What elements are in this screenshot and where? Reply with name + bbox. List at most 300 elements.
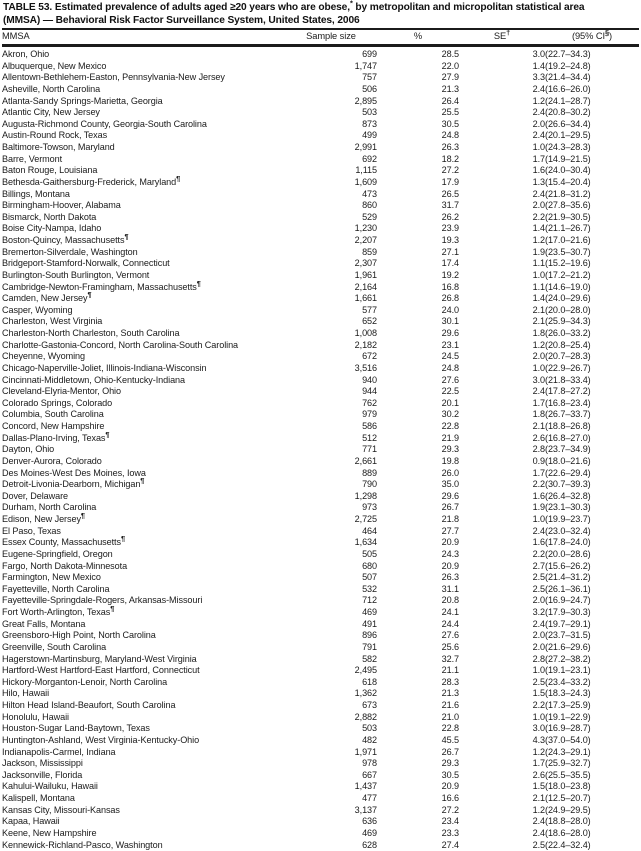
cell-sample-size: 464: [362, 525, 377, 536]
cell-sample-size: 507: [362, 572, 377, 583]
cell-sample-size: 506: [362, 83, 377, 94]
mmsa-label: Austin-Round Rock, Texas: [2, 130, 108, 141]
mmsa-label: Indianapolis-Carmel, Indiana: [2, 746, 116, 757]
mmsa-label: Honolulu, Hawaii: [2, 711, 69, 722]
cell-sample-size: 1,747: [354, 60, 377, 71]
cell-confidence-interval: (21.9–30.5): [545, 211, 591, 222]
cell-percent: 19.3: [441, 235, 459, 246]
cell-sample-size: 860: [362, 200, 377, 211]
title-text-part-3: by metropolitan and micropolitan statistical area: [352, 2, 585, 13]
cell-percent: 24.4: [441, 618, 459, 629]
cell-mmsa: [2, 386, 285, 398]
cell-sample-size: 1,971: [354, 746, 377, 757]
cell-mmsa: [2, 816, 285, 828]
table-row: [2, 386, 639, 398]
cell-confidence-interval: (19.1–22.9): [545, 711, 591, 722]
mmsa-label: Eugene-Springfield, Oregon: [2, 548, 113, 559]
cell-percent: 24.5: [441, 351, 459, 362]
cell-percent: 23.3: [441, 827, 459, 838]
cell-sample-size: 2,207: [354, 235, 377, 246]
cell-mmsa: [2, 677, 285, 689]
cell-confidence-interval: (19.9–23.7): [545, 514, 591, 525]
cell-percent: 21.8: [441, 514, 459, 525]
cell-confidence-interval: (18.3–24.3): [545, 688, 591, 699]
se-dagger-footnote-marker: †: [506, 28, 511, 38]
mmsa-label: Akron, Ohio: [2, 49, 50, 60]
cell-standard-error: 1.7: [532, 153, 545, 164]
cell-confidence-interval: (20.1–29.5): [545, 130, 591, 141]
table-row: [2, 607, 639, 619]
table-row: [2, 537, 639, 549]
mmsa-label: Charlotte-Gastonia-Concord, North Carolina-South Carolina: [2, 339, 239, 350]
cell-confidence-interval: (18.8–28.0): [545, 816, 591, 827]
mmsa-label: Cleveland-Elyria-Mentor, Ohio: [2, 386, 121, 397]
table-row: [2, 561, 639, 573]
cell-sample-size: 582: [362, 653, 377, 664]
cell-standard-error: 2.4: [532, 83, 545, 94]
cell-percent: 20.1: [441, 397, 459, 408]
cell-standard-error: 1.1: [532, 281, 545, 292]
mmsa-label: Kalispell, Montana: [2, 793, 75, 804]
table-header: [2, 30, 639, 43]
mmsa-label: Cheyenne, Wyoming: [2, 351, 85, 362]
table-row: [2, 805, 639, 817]
cell-standard-error: 1.3: [532, 176, 545, 187]
cell-confidence-interval: (21.1–26.7): [545, 223, 591, 234]
cell-confidence-interval: (24.9–29.5): [545, 804, 591, 815]
cell-sample-size: 1,634: [354, 537, 377, 548]
cell-percent: 22.8: [441, 723, 459, 734]
cell-mmsa: [2, 476, 285, 491]
table-row: [2, 84, 639, 96]
mmsa-label: Fayetteville, North Carolina: [2, 583, 110, 594]
cell-confidence-interval: (18.8–26.8): [545, 421, 591, 432]
cell-standard-error: 1.5: [532, 688, 545, 699]
cell-mmsa: [2, 619, 285, 631]
table-row: [2, 270, 639, 282]
cell-mmsa: [2, 232, 285, 247]
cell-standard-error: 1.7: [532, 467, 545, 478]
table-row: [2, 258, 639, 270]
cell-sample-size: 896: [362, 630, 377, 641]
cell-percent: 20.8: [441, 595, 459, 606]
mmsa-label: Hilton Head Island-Beaufort, South Carolina: [2, 700, 176, 711]
cell-standard-error: 2.1: [532, 421, 545, 432]
cell-sample-size: 618: [362, 676, 377, 687]
table-row: [2, 107, 639, 119]
table-row: [2, 712, 639, 724]
cell-sample-size: 477: [362, 793, 377, 804]
cell-percent: 29.6: [441, 328, 459, 339]
cell-sample-size: 712: [362, 595, 377, 606]
mmsa-label: Camden, New Jersey: [2, 293, 88, 304]
cell-percent: 21.6: [441, 700, 459, 711]
table-row: [2, 130, 639, 142]
cell-percent: 32.7: [441, 653, 459, 664]
mmsa-label: Boise City-Nampa, Idaho: [2, 223, 102, 234]
table-row: [2, 212, 639, 224]
cell-mmsa: [2, 793, 285, 805]
cell-sample-size: 692: [362, 153, 377, 164]
mmsa-label: Bismarck, North Dakota: [2, 211, 97, 222]
cell-mmsa: [2, 305, 285, 317]
mmsa-label: Cambridge-Newton-Framingham, Massachusetts: [2, 281, 197, 292]
cell-sample-size: 2,495: [354, 665, 377, 676]
table-row: [2, 770, 639, 782]
cell-confidence-interval: (17.3–25.9): [545, 700, 591, 711]
cell-mmsa: [2, 212, 285, 224]
cell-standard-error: 2.5: [532, 839, 545, 850]
cell-percent: 21.1: [441, 665, 459, 676]
cell-sample-size: 532: [362, 583, 377, 594]
cell-sample-size: 469: [362, 607, 377, 618]
cell-standard-error: 2.5: [532, 572, 545, 583]
cell-percent: 24.8: [441, 130, 459, 141]
cell-percent: 16.8: [441, 281, 459, 292]
cell-percent: 26.7: [441, 746, 459, 757]
table-row: [2, 421, 639, 433]
cell-confidence-interval: (22.9–26.7): [545, 362, 591, 373]
cell-confidence-interval: (15.2–19.6): [545, 258, 591, 269]
cell-mmsa: [2, 328, 285, 340]
mmsa-label: Kahului-Wailuku, Hawaii: [2, 781, 98, 792]
cell-mmsa: [2, 491, 285, 503]
cell-sample-size: 2,182: [354, 339, 377, 350]
cell-mmsa: [2, 363, 285, 375]
column-header-confidence-interval: [545, 30, 639, 43]
table-row: [2, 479, 639, 491]
table-row: [2, 177, 639, 189]
cell-standard-error: 2.1: [532, 316, 545, 327]
cell-standard-error: 2.2: [532, 211, 545, 222]
cell-standard-error: 2.0: [532, 630, 545, 641]
mmsa-label: Hagerstown-Martinsburg, Maryland-West Virginia: [2, 653, 197, 664]
cell-sample-size: 1,230: [354, 223, 377, 234]
cell-sample-size: 673: [362, 700, 377, 711]
cell-standard-error: 1.8: [532, 328, 545, 339]
cell-sample-size: 2,307: [354, 258, 377, 269]
cell-standard-error: 2.4: [532, 816, 545, 827]
cell-mmsa: [2, 604, 285, 619]
cell-percent: 26.2: [441, 211, 459, 222]
cell-standard-error: 1.7: [532, 397, 545, 408]
mmsa-label: Augusta-Richmond County, Georgia-South Carolina: [2, 118, 207, 129]
mmsa-label: Kansas City, Missouri-Kansas: [2, 804, 120, 815]
table-row: [2, 514, 639, 526]
cell-percent: 22.5: [441, 386, 459, 397]
prevalence-table-body: [2, 47, 639, 851]
table-title-line-1: [3, 1, 638, 14]
cell-sample-size: 944: [362, 386, 377, 397]
cell-mmsa: [2, 572, 285, 584]
cell-percent: 26.7: [441, 502, 459, 513]
cell-standard-error: 2.4: [532, 525, 545, 536]
table-row: [2, 398, 639, 410]
cell-confidence-interval: (26.0–33.2): [545, 328, 591, 339]
cell-mmsa: [2, 189, 285, 201]
cell-sample-size: 505: [362, 548, 377, 559]
cell-sample-size: 2,661: [354, 455, 377, 466]
mmsa-label: Allentown-Bethlehem-Easton, Pennsylvania-New Jersey: [2, 72, 225, 83]
cell-percent: 21.3: [441, 83, 459, 94]
title-asterisk-footnote-marker: *: [349, 0, 353, 8]
mmsa-label: Greenville, South Carolina: [2, 641, 107, 652]
title-gte-symbol: ≥20: [229, 2, 247, 13]
cell-percent: 35.0: [441, 479, 459, 490]
table-row: [2, 235, 639, 247]
cell-confidence-interval: (24.0–30.4): [545, 165, 591, 176]
cell-standard-error: 4.3: [532, 734, 545, 745]
cell-percent: 21.9: [441, 432, 459, 443]
cell-confidence-interval: (19.7–29.1): [545, 618, 591, 629]
cell-standard-error: 1.0: [532, 362, 545, 373]
table-row: [2, 409, 639, 421]
mmsa-label: Huntington-Ashland, West Virginia-Kentucky-Ohio: [2, 734, 200, 745]
cell-confidence-interval: (14.6–19.0): [545, 281, 591, 292]
cell-standard-error: 1.2: [532, 746, 545, 757]
cell-confidence-interval: (18.6–28.0): [545, 827, 591, 838]
mmsa-label: Hilo, Hawaii: [2, 688, 50, 699]
table-row: [2, 665, 639, 677]
cell-sample-size: 2,164: [354, 281, 377, 292]
cell-standard-error: 1.0: [532, 142, 545, 153]
cell-percent: 20.9: [441, 537, 459, 548]
prevalence-table: [2, 30, 639, 43]
cell-mmsa: [2, 72, 285, 84]
cell-confidence-interval: (26.7–33.7): [545, 409, 591, 420]
cell-percent: 28.5: [441, 49, 459, 60]
cell-standard-error: 1.6: [532, 537, 545, 548]
cell-mmsa: [2, 665, 285, 677]
cell-standard-error: 1.6: [532, 165, 545, 176]
cell-confidence-interval: (22.4–32.4): [545, 839, 591, 850]
cell-standard-error: 1.5: [532, 781, 545, 792]
cell-mmsa: [2, 61, 285, 73]
cell-confidence-interval: (24.1–28.7): [545, 95, 591, 106]
cell-confidence-interval: (20.0–28.0): [545, 304, 591, 315]
cell-standard-error: 0.9: [532, 455, 545, 466]
cell-sample-size: 1,961: [354, 269, 377, 280]
mmsa-label: Atlanta-Sandy Springs-Marietta, Georgia: [2, 95, 163, 106]
cell-percent: 25.6: [441, 641, 459, 652]
cell-sample-size: 2,725: [354, 514, 377, 525]
table-row: [2, 119, 639, 131]
cell-confidence-interval: (25.5–35.5): [545, 769, 591, 780]
cell-mmsa: [2, 142, 285, 154]
cell-confidence-interval: (20.8–30.2): [545, 107, 591, 118]
cell-standard-error: 3.0: [532, 374, 545, 385]
table-row: [2, 526, 639, 538]
cell-mmsa: [2, 119, 285, 131]
cell-standard-error: 1.2: [532, 235, 545, 246]
mmsa-label: Charleston, West Virginia: [2, 316, 103, 327]
cell-confidence-interval: (18.0–23.8): [545, 781, 591, 792]
cell-confidence-interval: (20.8–25.4): [545, 339, 591, 350]
cell-standard-error: 1.9: [532, 246, 545, 257]
mmsa-label: Charleston-North Charleston, South Carolina: [2, 328, 180, 339]
table-row: [2, 584, 639, 596]
cell-mmsa: [2, 258, 285, 270]
cell-standard-error: 2.5: [532, 676, 545, 687]
table-row: [2, 468, 639, 480]
mmsa-label: Dover, Delaware: [2, 490, 69, 501]
cell-confidence-interval: (37.0–54.0): [545, 734, 591, 745]
table-row: [2, 840, 639, 851]
ci-section-footnote-marker: §: [604, 28, 610, 38]
cell-confidence-interval: (12.5–20.7): [545, 793, 591, 804]
table-row: [2, 165, 639, 177]
cell-percent: 17.4: [441, 258, 459, 269]
cell-sample-size: 503: [362, 723, 377, 734]
column-header-se: [459, 30, 545, 43]
table-row: [2, 688, 639, 700]
mmsa-label: Dallas-Plano-Irving, Texas: [2, 432, 106, 443]
cell-sample-size: 3,516: [354, 362, 377, 373]
mmsa-label: Atlantic City, New Jersey: [2, 107, 100, 118]
cell-standard-error: 2.0: [532, 118, 545, 129]
cell-confidence-interval: (18.0–21.6): [545, 455, 591, 466]
mmsa-label: Baton Rouge, Louisiana: [2, 165, 98, 176]
cell-standard-error: 1.2: [532, 339, 545, 350]
cell-percent: 27.4: [441, 839, 459, 850]
cell-percent: 21.3: [441, 688, 459, 699]
table-row: [2, 595, 639, 607]
cell-mmsa: [2, 561, 285, 573]
cell-percent: 26.4: [441, 95, 459, 106]
mmsa-label: Edison, New Jersey: [2, 514, 81, 525]
cell-sample-size: 503: [362, 107, 377, 118]
cell-standard-error: 3.0: [532, 49, 545, 60]
cell-standard-error: 1.9: [532, 502, 545, 513]
mmsa-label: Concord, New Hampshire: [2, 421, 105, 432]
cell-mmsa: [2, 130, 285, 142]
table-row: [2, 700, 639, 712]
cell-percent: 16.6: [441, 793, 459, 804]
title-text-part-1: TABLE 53. Estimated prevalence of adults aged: [3, 2, 230, 13]
cell-percent: 24.3: [441, 548, 459, 559]
cell-confidence-interval: (23.7–34.9): [545, 444, 591, 455]
mmsa-label: Billings, Montana: [2, 188, 70, 199]
mmsa-label: Kennewick-Richland-Pasco, Washington: [2, 839, 163, 850]
cell-confidence-interval: (16.8–23.4): [545, 397, 591, 408]
cell-mmsa: [2, 200, 285, 212]
cell-sample-size: 940: [362, 374, 377, 385]
cell-confidence-interval: (16.6–26.0): [545, 83, 591, 94]
cell-standard-error: 2.4: [532, 107, 545, 118]
cell-sample-size: 2,895: [354, 95, 377, 106]
cell-mmsa: [2, 107, 285, 119]
cell-mmsa: [2, 735, 285, 747]
table-row: [2, 96, 639, 108]
cell-mmsa: [2, 502, 285, 514]
cell-sample-size: 1,298: [354, 490, 377, 501]
mmsa-label: Keene, New Hampshire: [2, 827, 97, 838]
cell-mmsa: [2, 456, 285, 468]
cell-percent: 22.0: [441, 60, 459, 71]
mmsa-label: Detroit-Livonia-Dearborn, Michigan: [2, 479, 141, 490]
cell-sample-size: 978: [362, 758, 377, 769]
cell-percent: 45.5: [441, 734, 459, 745]
cell-confidence-interval: (21.8–31.2): [545, 188, 591, 199]
cell-percent: 27.9: [441, 72, 459, 83]
cell-percent: 26.0: [441, 467, 459, 478]
cell-sample-size: 1,437: [354, 781, 377, 792]
mmsa-label: Farmington, New Mexico: [2, 572, 101, 583]
table-row: [2, 282, 639, 294]
title-text-part-2: years who are obese,: [246, 2, 350, 13]
cell-confidence-interval: (16.9–28.7): [545, 723, 591, 734]
header-row: [2, 30, 639, 43]
cell-percent: 23.9: [441, 223, 459, 234]
cell-sample-size: 771: [362, 444, 377, 455]
cell-standard-error: 2.6: [532, 432, 545, 443]
mmsa-label: Durham, North Carolina: [2, 502, 97, 513]
cell-confidence-interval: (24.3–29.1): [545, 746, 591, 757]
table-row: [2, 654, 639, 666]
mmsa-label: Essex County, Massachusetts: [2, 537, 121, 548]
cell-mmsa: [2, 409, 285, 421]
cell-confidence-interval: (27.2–38.2): [545, 653, 591, 664]
ci-text-part-1: (95% CI: [571, 31, 605, 42]
mmsa-label: Birmingham-Hoover, Alabama: [2, 200, 121, 211]
mmsa-label: Houston-Sugar Land-Baytown, Texas: [2, 723, 150, 734]
cell-percent: 24.0: [441, 304, 459, 315]
cell-confidence-interval: (25.9–32.7): [545, 758, 591, 769]
table-title: [0, 0, 641, 27]
mmsa-label: Barre, Vermont: [2, 153, 63, 164]
table-row: [2, 72, 639, 84]
pilcrow-footnote-marker: ¶: [196, 278, 201, 288]
table-row: [2, 549, 639, 561]
cell-mmsa: [2, 700, 285, 712]
cell-confidence-interval: (24.3–28.3): [545, 142, 591, 153]
mmsa-label: Hartford-West Hartford-East Hartford, Connecticut: [2, 665, 200, 676]
cell-mmsa: [2, 595, 285, 607]
cell-percent: 18.2: [441, 153, 459, 164]
cell-mmsa: [2, 223, 285, 235]
cell-mmsa: [2, 770, 285, 782]
cell-percent: 27.6: [441, 374, 459, 385]
cell-standard-error: 1.0: [532, 665, 545, 676]
cell-mmsa: [2, 654, 285, 666]
pilcrow-footnote-marker: ¶: [110, 604, 115, 614]
cell-confidence-interval: (19.1–23.1): [545, 665, 591, 676]
table-row: [2, 375, 639, 387]
cell-percent: 20.9: [441, 560, 459, 571]
ci-text-part-2: ): [609, 31, 613, 42]
cell-percent: 27.1: [441, 246, 459, 257]
cell-standard-error: 2.4: [532, 386, 545, 397]
cell-percent: 31.1: [441, 583, 459, 594]
mmsa-label: Colorado Springs, Colorado: [2, 397, 113, 408]
cell-confidence-interval: (23.1–30.3): [545, 502, 591, 513]
table-row: [2, 502, 639, 514]
table-row: [2, 316, 639, 328]
cell-mmsa: [2, 429, 285, 445]
cell-percent: 23.1: [441, 339, 459, 350]
table-row: [2, 200, 639, 212]
table-row: [2, 340, 639, 352]
cell-mmsa: [2, 805, 285, 817]
cell-sample-size: 499: [362, 130, 377, 141]
cell-percent: 27.7: [441, 525, 459, 536]
cell-percent: 21.0: [441, 711, 459, 722]
cell-sample-size: 791: [362, 641, 377, 652]
cell-standard-error: 2.0: [532, 351, 545, 362]
table-row: [2, 305, 639, 317]
cell-standard-error: 1.2: [532, 95, 545, 106]
cell-mmsa: [2, 173, 285, 189]
